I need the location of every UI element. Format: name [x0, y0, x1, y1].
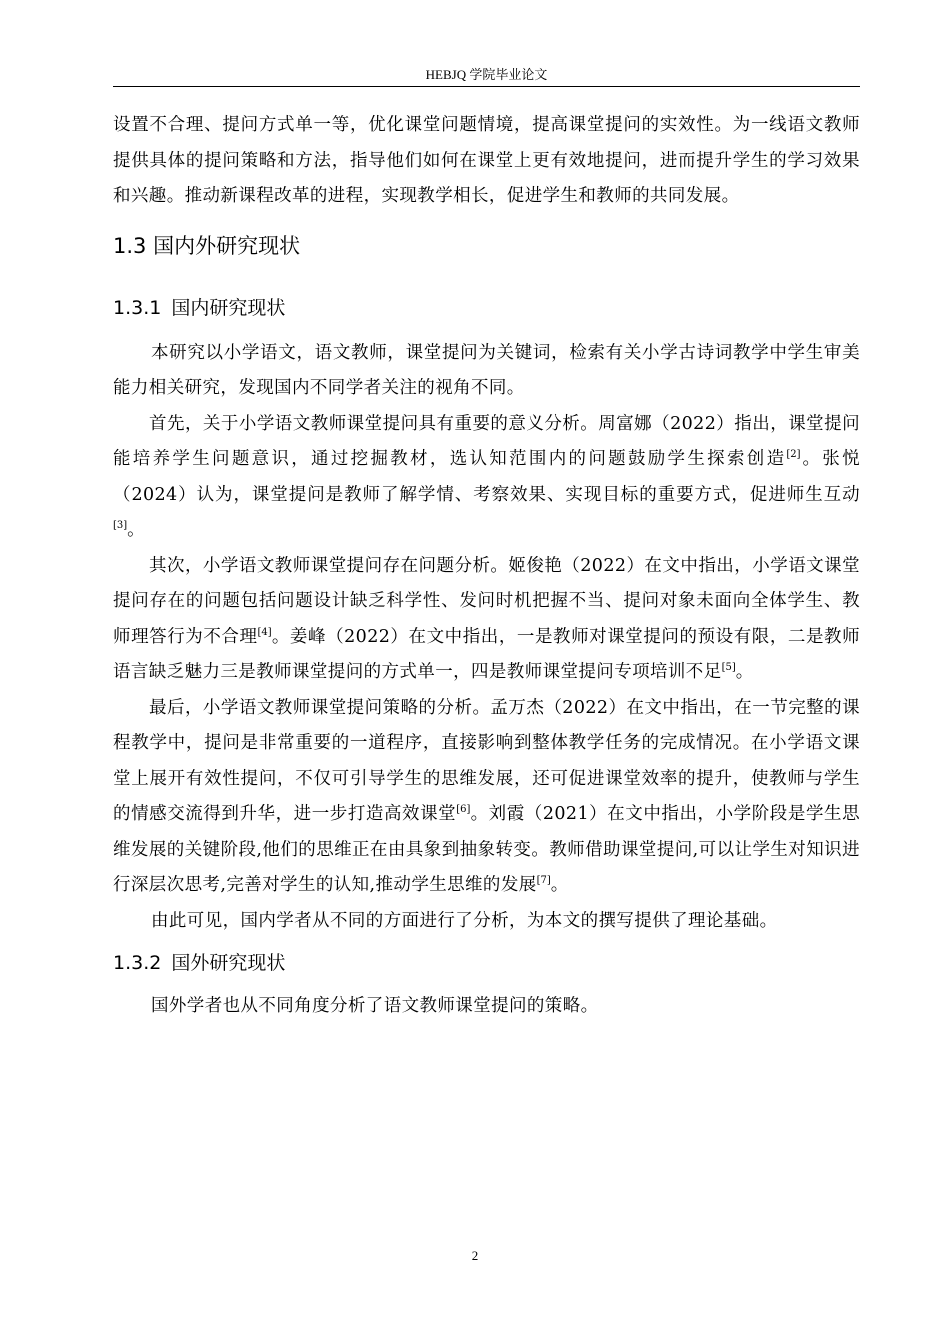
paragraph-text: 。 — [127, 520, 146, 540]
running-header: HEBJQ 学院毕业论文 — [425, 67, 548, 82]
paragraph-text: 。 — [735, 662, 754, 682]
paragraph-text: 。 — [550, 875, 569, 895]
domestic-paragraph-2 — [113, 407, 860, 549]
citation-mark: [5] — [721, 662, 736, 674]
header-rule — [113, 86, 860, 87]
domestic-paragraph-5: 由此可见，国内学者从不同的方面进行了分析，为本文的撰写提供了理论基础。 — [151, 910, 778, 931]
subsection-title: 国内研究现状 — [171, 296, 286, 319]
page-body — [113, 108, 860, 1025]
subsection-heading-1-3-1 — [113, 290, 860, 326]
citation-mark: [2] — [786, 449, 801, 461]
paragraph-text: 其次，小学语文教师课堂提问存在问题分析。姬俊艳（2022）在文中指出，小学语文课堂提问存在的问题包括问题设计缺乏科学性、发问时机把握不当、提问对象未面向全体学生、教师理答行为不合理 — [113, 555, 860, 647]
page-number: 2 — [471, 1248, 479, 1263]
subsection-number: 1.3.1 — [113, 296, 162, 319]
paragraph-text: 最后，小学语文教师课堂提问策略的分析。孟万杰（2022）在文中指出，在一节完整的课程教学中，提问是非常重要的一道程序，直接影响到整体教学任务的完成情况。在小学语文课堂上展开有效性提问，不仅可引导学生的思维发展，还可促进课堂效率的提升，使教师与学生的情感交流得到升华，进一步打造高效课堂 — [113, 697, 860, 824]
citation-mark: [7] — [536, 875, 551, 887]
domestic-paragraph-1: 本研究以小学语文，语文教师，课堂提问为关键词，检索有关小学古诗词教学中学生审美能力相关研究，发现国内不同学者关注的视角不同。 — [113, 342, 860, 398]
paragraph-text: 。刘霞（2021）在文中指出，小学阶段是学生思维发展的关键阶段,他们的思维正在由具象到抽象转变。教师借助课堂提问,可以让学生对知识进行深层次思考,完善对学生的认知,推动学生思维的发展 — [113, 804, 860, 895]
subsection-number: 1.3.2 — [113, 952, 162, 974]
subsection-title: 国外研究现状 — [171, 952, 286, 974]
citation-mark: [3] — [113, 520, 128, 532]
paragraph-text: 。张悦（2024）认为，课堂提问是教师了解学情、考察效果、实现目标的重要方式，促进师生互动 — [113, 449, 860, 505]
foreign-paragraph-1: 国外学者也从不同角度分析了语文教师课堂提问的策略。 — [151, 996, 599, 1016]
citation-mark: [6] — [456, 804, 471, 816]
section-heading-1-3: 1.3 国内外研究现状 — [113, 233, 301, 258]
subsection-heading-1-3-2 — [113, 945, 860, 981]
intro-paragraph: 设置不合理、提问方式单一等，优化课堂问题情境，提高课堂提问的实效性。为一线语文教师提供具体的提问策略和方法，指导他们如何在课堂上更有效地提问，进而提升学生的学习效果和兴趣。推动新课程改革的进程，实现教学相长，促进学生和教师的共同发展。 — [113, 115, 860, 206]
domestic-paragraph-3 — [113, 549, 860, 691]
paragraph-text: 。姜峰（2022）在文中指出，一是教师对课堂提问的预设有限，二是教师语言缺乏魅力三是教师课堂提问的方式单一，四是教师课堂提问专项培训不足 — [113, 626, 860, 682]
domestic-paragraph-4 — [113, 691, 860, 904]
citation-mark: [4] — [257, 626, 272, 638]
paragraph-text: 首先，关于小学语文教师课堂提问具有重要的意义分析。周富娜（2022）指出，课堂提问能培养学生问题意识，通过挖掘教材，选认知范围内的问题鼓励学生探索创造 — [113, 413, 860, 469]
